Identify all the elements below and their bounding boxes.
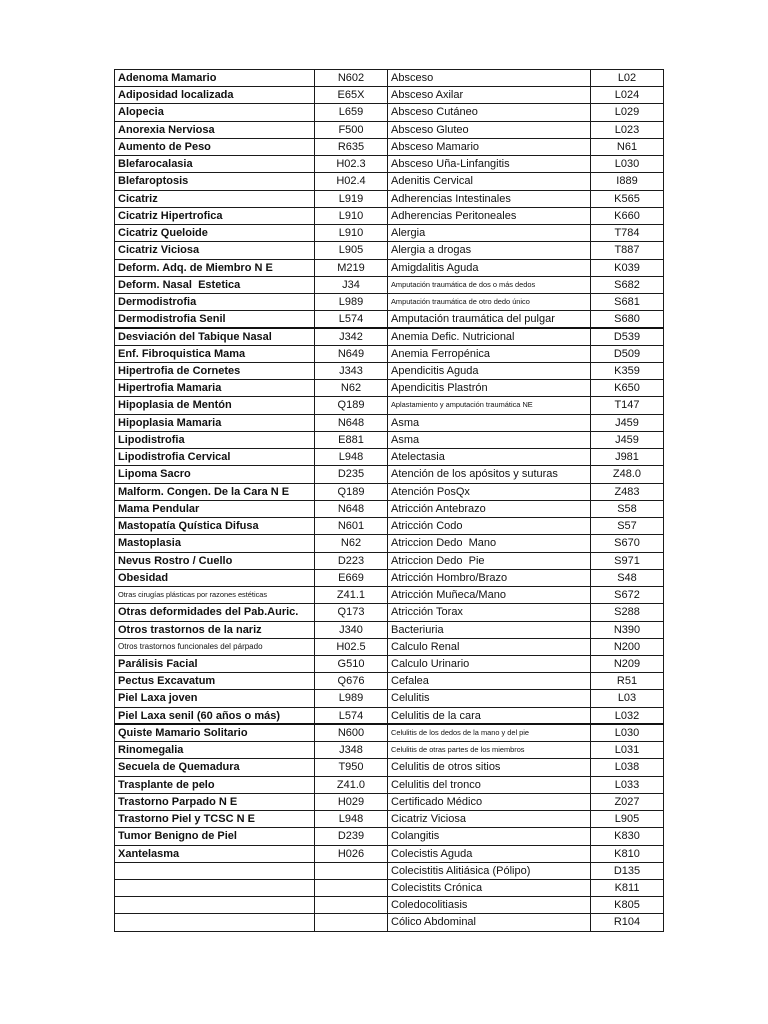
diagnosis-left: Hipoplasia de Mentón — [115, 397, 315, 413]
code-left: Q173 — [315, 604, 388, 620]
table-row — [115, 725, 664, 742]
code-right: L905 — [591, 811, 664, 827]
code-left: L574 — [315, 311, 388, 326]
code-left: N648 — [315, 415, 388, 431]
diagnosis-right: Apendicitis Aguda — [388, 363, 591, 379]
code-right: K565 — [591, 191, 664, 207]
code-right: K039 — [591, 260, 664, 276]
code-left: E669 — [315, 570, 388, 586]
code-left: N648 — [315, 501, 388, 517]
table-row — [115, 70, 664, 87]
code-right: S680 — [591, 311, 664, 326]
code-left: L948 — [315, 449, 388, 465]
code-right: K650 — [591, 380, 664, 396]
code-right: N200 — [591, 639, 664, 655]
table-row — [115, 587, 664, 604]
diagnosis-right: Atricción Hombro/Brazo — [388, 570, 591, 586]
table-row — [115, 191, 664, 208]
diagnosis-right: Alergia a drogas — [388, 242, 591, 258]
code-left: L989 — [315, 294, 388, 310]
table-row — [115, 484, 664, 501]
code-left: J343 — [315, 363, 388, 379]
table-row — [115, 260, 664, 277]
code-left: N62 — [315, 535, 388, 551]
diagnosis-left: Piel Laxa senil (60 años o más) — [115, 708, 315, 723]
table-row — [115, 122, 664, 139]
diagnosis-left: Cicatriz Queloide — [115, 225, 315, 241]
table-row — [115, 225, 664, 242]
table-row — [115, 466, 664, 483]
code-right: S672 — [591, 587, 664, 603]
table-row — [115, 363, 664, 380]
table-row — [115, 329, 664, 346]
table-row — [115, 139, 664, 156]
table-row — [115, 811, 664, 828]
diagnosis-left: Mastopatía Quística Difusa — [115, 518, 315, 534]
diagnosis-right: Celulitis de la cara — [388, 708, 591, 723]
code-right: N390 — [591, 622, 664, 638]
diagnosis-right: Adherencias Peritoneales — [388, 208, 591, 224]
code-right: N209 — [591, 656, 664, 672]
code-right: K830 — [591, 828, 664, 844]
diagnosis-right: Atriccion Dedo Pie — [388, 553, 591, 569]
code-left: N62 — [315, 380, 388, 396]
table-row — [115, 673, 664, 690]
diagnosis-left: Secuela de Quemadura — [115, 759, 315, 775]
code-left: D239 — [315, 828, 388, 844]
diagnosis-right: Colecistits Crónica — [388, 880, 591, 896]
diagnosis-left: Mama Pendular — [115, 501, 315, 517]
diagnosis-left: Tumor Benigno de Piel — [115, 828, 315, 844]
code-right: D135 — [591, 863, 664, 879]
diagnosis-right: Atricción Antebrazo — [388, 501, 591, 517]
diagnosis-right: Apendicitis Plastrón — [388, 380, 591, 396]
diagnosis-left: Adiposidad localizada — [115, 87, 315, 103]
table-row — [115, 777, 664, 794]
code-left: Q189 — [315, 484, 388, 500]
code-right: J459 — [591, 415, 664, 431]
diagnosis-left: Adenoma Mamario — [115, 70, 315, 86]
diagnosis-right: Colecistis Aguda — [388, 846, 591, 862]
code-right: K805 — [591, 897, 664, 913]
code-left: L905 — [315, 242, 388, 258]
diagnosis-left: Nevus Rostro / Cuello — [115, 553, 315, 569]
code-left — [315, 863, 388, 879]
diagnosis-right: Amigdalitis Aguda — [388, 260, 591, 276]
code-left: H02.3 — [315, 156, 388, 172]
code-left: Z41.0 — [315, 777, 388, 793]
table-row — [115, 846, 664, 863]
table-row — [115, 518, 664, 535]
code-left: J348 — [315, 742, 388, 758]
table-row — [115, 708, 664, 725]
code-left: H02.4 — [315, 173, 388, 189]
code-left — [315, 880, 388, 896]
table-row — [115, 311, 664, 328]
table-row — [115, 690, 664, 707]
diagnosis-right: Absceso Mamario — [388, 139, 591, 155]
table-row — [115, 173, 664, 190]
diagnosis-left: Anorexia Nerviosa — [115, 122, 315, 138]
diagnosis-right: Asma — [388, 432, 591, 448]
diagnosis-right: Bacteriuria — [388, 622, 591, 638]
code-right: L032 — [591, 708, 664, 723]
table-row — [115, 794, 664, 811]
code-left: Q189 — [315, 397, 388, 413]
diagnosis-right: Cicatriz Viciosa — [388, 811, 591, 827]
code-right: D539 — [591, 329, 664, 345]
table-row — [115, 656, 664, 673]
diagnosis-right: Calculo Renal — [388, 639, 591, 655]
code-right: K811 — [591, 880, 664, 896]
code-left — [315, 897, 388, 913]
diagnosis-left: Xantelasma — [115, 846, 315, 862]
code-right: S58 — [591, 501, 664, 517]
diagnosis-left: Hipertrofia de Cornetes — [115, 363, 315, 379]
diagnosis-right: Atricción Muñeca/Mano — [388, 587, 591, 603]
table-row — [115, 156, 664, 173]
diagnosis-right: Absceso Cutáneo — [388, 104, 591, 120]
table-row — [115, 639, 664, 656]
code-left: L948 — [315, 811, 388, 827]
diagnosis-right: Alergia — [388, 225, 591, 241]
code-right: R104 — [591, 914, 664, 930]
code-right: L03 — [591, 690, 664, 706]
code-left: L989 — [315, 690, 388, 706]
diagnosis-left: Blefaroptosis — [115, 173, 315, 189]
code-right: Z48.0 — [591, 466, 664, 482]
code-right: L030 — [591, 725, 664, 741]
code-left: N649 — [315, 346, 388, 362]
code-right: N61 — [591, 139, 664, 155]
diagnosis-right: Certificado Médico — [388, 794, 591, 810]
table-row — [115, 346, 664, 363]
code-right: L02 — [591, 70, 664, 86]
code-right: K660 — [591, 208, 664, 224]
table-row — [115, 380, 664, 397]
diagnosis-right: Celulitis de otros sitios — [388, 759, 591, 775]
diagnosis-left — [115, 897, 315, 913]
code-left: E65X — [315, 87, 388, 103]
code-right: L029 — [591, 104, 664, 120]
code-left: N601 — [315, 518, 388, 534]
table-row — [115, 535, 664, 552]
diagnosis-right: Atención de los apósitos y suturas — [388, 466, 591, 482]
table-row — [115, 622, 664, 639]
table-row — [115, 294, 664, 311]
code-left: J34 — [315, 277, 388, 293]
code-left: L910 — [315, 208, 388, 224]
diagnosis-left: Enf. Fibroquistica Mama — [115, 346, 315, 362]
table-row — [115, 104, 664, 121]
table-row — [115, 604, 664, 621]
diagnosis-left: Blefarocalasia — [115, 156, 315, 172]
code-left: J342 — [315, 329, 388, 345]
table-row — [115, 570, 664, 587]
code-right: J981 — [591, 449, 664, 465]
code-right: I889 — [591, 173, 664, 189]
diagnosis-left: Piel Laxa joven — [115, 690, 315, 706]
table-row — [115, 432, 664, 449]
code-right: L030 — [591, 156, 664, 172]
diagnosis-right: Calculo Urinario — [388, 656, 591, 672]
diagnosis-code-table — [114, 69, 664, 932]
code-right: R51 — [591, 673, 664, 689]
code-left: N602 — [315, 70, 388, 86]
code-left: D235 — [315, 466, 388, 482]
code-right: S670 — [591, 535, 664, 551]
table-row — [115, 449, 664, 466]
code-right: D509 — [591, 346, 664, 362]
code-left: Z41.1 — [315, 587, 388, 603]
diagnosis-right: Amputación traumática del pulgar — [388, 311, 591, 326]
diagnosis-left: Otros trastornos funcionales del párpado — [115, 639, 315, 655]
diagnosis-right: Absceso Gluteo — [388, 122, 591, 138]
diagnosis-left — [115, 914, 315, 930]
code-left: G510 — [315, 656, 388, 672]
diagnosis-right: Adherencias Intestinales — [388, 191, 591, 207]
table-row — [115, 759, 664, 776]
table-row — [115, 415, 664, 432]
diagnosis-left: Dermodistrofia — [115, 294, 315, 310]
code-right: J459 — [591, 432, 664, 448]
code-left: Q676 — [315, 673, 388, 689]
diagnosis-left: Pectus Excavatum — [115, 673, 315, 689]
diagnosis-left: Cicatriz Viciosa — [115, 242, 315, 258]
code-right: L024 — [591, 87, 664, 103]
code-left: L659 — [315, 104, 388, 120]
code-left: M219 — [315, 260, 388, 276]
diagnosis-left: Aumento de Peso — [115, 139, 315, 155]
table-row — [115, 87, 664, 104]
code-left: H026 — [315, 846, 388, 862]
diagnosis-right: Absceso — [388, 70, 591, 86]
diagnosis-right: Cólico Abdominal — [388, 914, 591, 930]
diagnosis-right: Absceso Axilar — [388, 87, 591, 103]
diagnosis-right: Colecistitis Alitiásica (Pólipo) — [388, 863, 591, 879]
diagnosis-left — [115, 863, 315, 879]
diagnosis-left: Parálisis Facial — [115, 656, 315, 672]
table-row — [115, 880, 664, 897]
diagnosis-right: Anemia Ferropénica — [388, 346, 591, 362]
table-row — [115, 208, 664, 225]
code-left: N600 — [315, 725, 388, 741]
diagnosis-left: Quiste Mamario Solitario — [115, 725, 315, 741]
diagnosis-left: Malform. Congen. De la Cara N E — [115, 484, 315, 500]
diagnosis-right: Absceso Uña-Linfangitis — [388, 156, 591, 172]
table-row — [115, 501, 664, 518]
diagnosis-right: Amputación traumática de otro dedo único — [388, 294, 591, 310]
code-left: L574 — [315, 708, 388, 723]
diagnosis-right: Atención PosQx — [388, 484, 591, 500]
table-row — [115, 553, 664, 570]
code-left: H029 — [315, 794, 388, 810]
code-right: K810 — [591, 846, 664, 862]
table-row — [115, 277, 664, 294]
diagnosis-right: Coledocolitiasis — [388, 897, 591, 913]
code-right: Z483 — [591, 484, 664, 500]
diagnosis-right: Celulitis de otras partes de los miembros — [388, 742, 591, 758]
diagnosis-left: Cicatriz — [115, 191, 315, 207]
code-right: S971 — [591, 553, 664, 569]
code-right: S48 — [591, 570, 664, 586]
diagnosis-left: Otros trastornos de la nariz — [115, 622, 315, 638]
diagnosis-left: Trasplante de pelo — [115, 777, 315, 793]
diagnosis-right: Atricción Codo — [388, 518, 591, 534]
diagnosis-right: Cefalea — [388, 673, 591, 689]
code-right: S681 — [591, 294, 664, 310]
diagnosis-left: Deform. Nasal Estetica — [115, 277, 315, 293]
diagnosis-right: Celulitis — [388, 690, 591, 706]
code-left: L919 — [315, 191, 388, 207]
table-row — [115, 828, 664, 845]
table-row — [115, 397, 664, 414]
diagnosis-left: Lipodistrofia — [115, 432, 315, 448]
diagnosis-right: Amputación traumática de dos o más dedos — [388, 277, 591, 293]
diagnosis-right: Colangitis — [388, 828, 591, 844]
code-right: S57 — [591, 518, 664, 534]
code-right: T887 — [591, 242, 664, 258]
diagnosis-right: Adenitis Cervical — [388, 173, 591, 189]
diagnosis-left: Dermodistrofia Senil — [115, 311, 315, 326]
diagnosis-left: Otras cirugías plásticas por razones estéticas — [115, 587, 315, 603]
diagnosis-left: Lipodistrofia Cervical — [115, 449, 315, 465]
table-row — [115, 863, 664, 880]
diagnosis-right: Anemia Defic. Nutricional — [388, 329, 591, 345]
code-left: J340 — [315, 622, 388, 638]
code-right: L023 — [591, 122, 664, 138]
diagnosis-left: Cicatriz Hipertrofica — [115, 208, 315, 224]
diagnosis-left: Obesidad — [115, 570, 315, 586]
diagnosis-left: Mastoplasia — [115, 535, 315, 551]
code-right: T784 — [591, 225, 664, 241]
code-left: L910 — [315, 225, 388, 241]
diagnosis-left: Hipoplasia Mamaria — [115, 415, 315, 431]
diagnosis-right: Atriccion Dedo Mano — [388, 535, 591, 551]
diagnosis-left: Hipertrofia Mamaria — [115, 380, 315, 396]
diagnosis-left: Desviación del Tabique Nasal — [115, 329, 315, 345]
table-row — [115, 897, 664, 914]
diagnosis-right: Atelectasia — [388, 449, 591, 465]
diagnosis-left: Trastorno Piel y TCSC N E — [115, 811, 315, 827]
code-left: D223 — [315, 553, 388, 569]
diagnosis-left: Rinomegalia — [115, 742, 315, 758]
code-left: R635 — [315, 139, 388, 155]
code-right: K359 — [591, 363, 664, 379]
diagnosis-left: Alopecia — [115, 104, 315, 120]
diagnosis-left — [115, 880, 315, 896]
table-row — [115, 242, 664, 259]
code-left: H02.5 — [315, 639, 388, 655]
code-right: S682 — [591, 277, 664, 293]
code-left — [315, 914, 388, 930]
diagnosis-right: Celulitis de los dedos de la mano y del pie — [388, 725, 591, 741]
table-row — [115, 742, 664, 759]
code-right: T147 — [591, 397, 664, 413]
diagnosis-left: Lipoma Sacro — [115, 466, 315, 482]
diagnosis-left: Deform. Adq. de Miembro N E — [115, 260, 315, 276]
diagnosis-right: Celulitis del tronco — [388, 777, 591, 793]
diagnosis-right: Aplastamiento y amputación traumática NE — [388, 397, 591, 413]
code-right: L031 — [591, 742, 664, 758]
table-row — [115, 914, 664, 931]
code-left: F500 — [315, 122, 388, 138]
code-right: Z027 — [591, 794, 664, 810]
diagnosis-left: Trastorno Parpado N E — [115, 794, 315, 810]
code-right: S288 — [591, 604, 664, 620]
diagnosis-right: Asma — [388, 415, 591, 431]
diagnosis-right: Atricción Torax — [388, 604, 591, 620]
code-right: L038 — [591, 759, 664, 775]
code-left: E881 — [315, 432, 388, 448]
diagnosis-left: Otras deformidades del Pab.Auric. — [115, 604, 315, 620]
code-left: T950 — [315, 759, 388, 775]
code-right: L033 — [591, 777, 664, 793]
